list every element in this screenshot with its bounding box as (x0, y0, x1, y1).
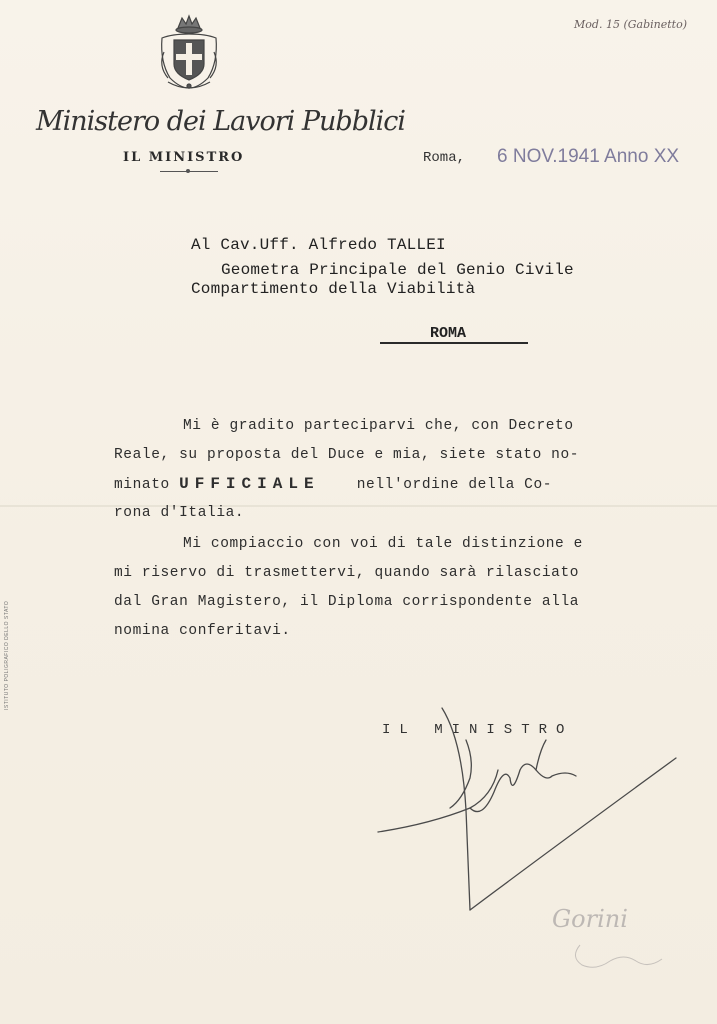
body-line: Mi compiaccio con voi di tale distinzione e (183, 536, 583, 552)
body-line: dal Gran Magistero, il Diploma corrispondente alla (114, 594, 580, 610)
city-underline (380, 342, 528, 344)
pencil-annotation (540, 895, 680, 985)
place-label: Roma, (423, 150, 466, 166)
recipient-title: Geometra Principale del Genio Civile (221, 261, 574, 279)
paper-fold (0, 505, 717, 507)
ministry-name: Ministero dei Lavori Pubblici (36, 106, 406, 137)
body-text: minato (114, 477, 180, 493)
minister-heading: IL MINISTRO (123, 150, 245, 165)
body-line: Mi è gradito parteciparvi che, con Decreto (183, 418, 574, 434)
rank-ufficiale: UFFICIALE (179, 475, 320, 493)
ornament-dot (186, 169, 190, 173)
body-line: Reale, su proposta del Duce e mia, siete stato no- (114, 447, 580, 463)
recipient-city: ROMA (430, 325, 467, 342)
recipient-name: Al Cav.Uff. Alfredo TALLEI (191, 236, 446, 254)
model-reference: Mod. 15 (Gabinetto) (574, 18, 687, 31)
pencil-note-text: Gorini (552, 905, 628, 933)
body-line: rona d'Italia. (114, 505, 245, 521)
printer-margin-text: ISTITUTO POLIGRAFICO DELLO STATO (4, 600, 10, 710)
body-line: mi riservo di trasmettervi, quando sarà rilasciato (114, 565, 580, 581)
body-line: nomina conferitavi. (114, 623, 291, 639)
recipient-department: Compartimento della Viabilità (191, 280, 476, 298)
body-text: nell'ordine della Co- (319, 477, 553, 493)
closing-signatory: IL MINISTRO (382, 722, 574, 738)
body-line-ufficiale (114, 475, 552, 493)
royal-crest-icon (156, 12, 222, 92)
date-stamp: 6 NOV.1941 Anno XX (497, 146, 680, 167)
